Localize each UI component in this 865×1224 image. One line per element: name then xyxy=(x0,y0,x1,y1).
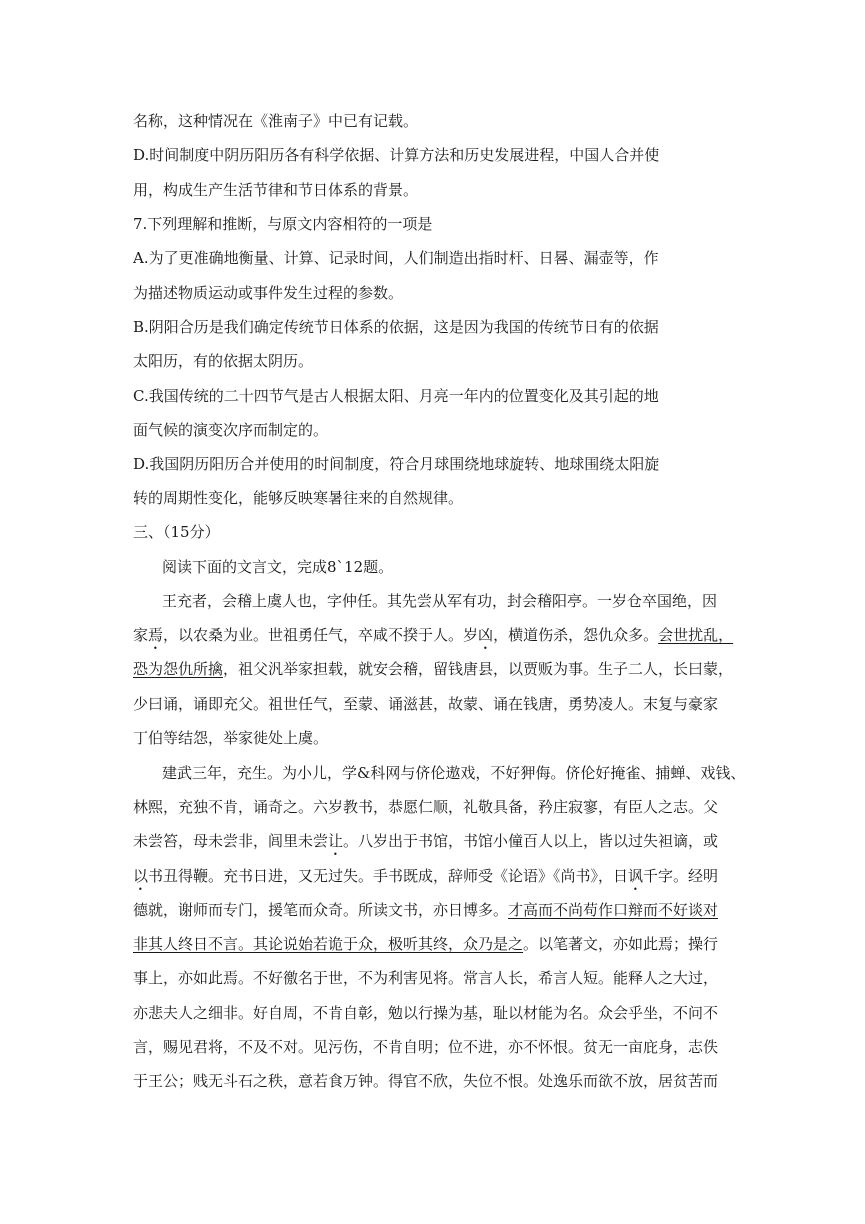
emphasized-char: 以 xyxy=(133,867,149,885)
passage-line: 未尝笞，母未尝非，闾里未尝让。八岁出于书馆，书馆小僮百人以上，皆以过失袒谪，或 xyxy=(133,832,719,850)
emphasized-char: 讽 xyxy=(628,867,644,885)
emphasized-char: 让 xyxy=(328,832,344,850)
underlined-sentence: 才高而不尚苟作口辩而不好谈对 xyxy=(508,901,719,919)
emphasized-char: 焉 xyxy=(148,626,164,644)
passage-line: 于王公；贱无斗石之秩，意若食万钟。得官不欣，失位不恨。处逸乐而欲不放，居贫苦而 xyxy=(133,1072,719,1090)
text-line: 名称，这种情况在《淮南子》中已有记载。 xyxy=(133,112,419,130)
passage-line: 以书丑得鞭。充书日进，又无过失。手书既成，辞师受《论语》《尚书》，日讽千字。经明 xyxy=(133,867,719,885)
passage-line: 非其人终日不言。其论说始若诡于众，极听其终，众乃是之。以笔著文，亦如此焉；操行 xyxy=(133,935,719,953)
option-d-line-1: D.我国阴历阳历合并使用的时间制度，符合月球围绕地球旋转、地球围绕太阳旋 xyxy=(133,455,660,473)
reading-instruction: 阅读下面的文言文，完成8`12题。 xyxy=(162,558,394,576)
passage-line: 家焉，以农桑为业。世祖勇任气，卒咸不揆于人。岁凶，横道伤杀，怨仇众多。会世扰乱， xyxy=(133,626,734,644)
option-a-line-1: A.为了更准确地衡量、计算、记录时间，人们制造出指时杆、日晷、漏壶等，作 xyxy=(133,249,659,267)
option-d-line-1: D.时间制度中阴历阳历各有科学依据、计算方法和历史发展进程，中国人合并使 xyxy=(133,146,660,164)
option-b-line-2: 太阳历，有的依据太阴历。 xyxy=(133,352,314,370)
emphasized-char: 凶 xyxy=(478,626,494,644)
option-c-line-1: C.我国传统的二十四节气是古人根据太阳、月亮一年内的位置变化及其引起的地 xyxy=(133,387,659,405)
passage-line: 言，赐见君将，不及不对。见污伤，不肯自明；位不进，亦不怀恨。贫无一亩庇身，志佚 xyxy=(133,1038,719,1056)
passage-line: 王充者，会稽上虞人也，字仲任。其先尝从军有功，封会稽阳亭。一岁仓卒国绝，因 xyxy=(162,592,718,610)
passage-line: 少曰诵，诵即充父。祖世任气，至蒙、诵滋甚，故蒙、诵在钱唐，勇势凌人。末复与豪家 xyxy=(133,695,719,713)
underlined-sentence: 其论说始若诡于众，极听其终，众乃是之 xyxy=(253,935,524,953)
passage-line: 德就，谢师而专门，援笔而众奇。所读文书，亦日博多。才高而不尚苟作口辩而不好谈对 xyxy=(133,901,719,919)
passage-line: 林熙，充独不肯，诵奇之。六岁教书，恭愿仁顺，礼敬具备，矜庄寂寥，有臣人之志。父 xyxy=(133,798,719,816)
option-d-line-2: 用，构成生产生活节律和节日体系的背景。 xyxy=(133,181,419,199)
passage-line: 事上，亦如此焉。不好徼名于世，不为利害见将。常言人长，希言人短。能释人之大过， xyxy=(133,969,719,987)
question-7-stem: 7.下列理解和推断，与原文内容相符的一项是 xyxy=(133,215,433,233)
passage-line: 恐为怨仇所擒，祖父汎举家担载，就安会稽，留钱唐县，以贾贩为事。生子二人，长曰蒙， xyxy=(133,660,734,678)
underlined-sentence: 恐为怨仇所擒 xyxy=(133,660,224,678)
option-c-line-2: 面气候的演变次序而制定的。 xyxy=(133,421,329,439)
underlined-sentence: 会世扰乱， xyxy=(658,626,734,644)
underlined-sentence: 非其人终日不言。 xyxy=(133,935,254,953)
passage-line: 丁伯等结怨，举家徙处上虞。 xyxy=(133,729,329,747)
passage-line: 建武三年，充生。为小儿，学&科网与侪伦遨戏，不好狎侮。侪伦好掩雀、捕蝉、戏钱、 xyxy=(162,764,746,782)
passage-line: 亦悲夫人之细非。好自周，不肯自彰，勉以行操为基，耻以材能为名。众会乎坐，不问不 xyxy=(133,1004,719,1022)
option-a-line-2: 为描述物质运动或事件发生过程的参数。 xyxy=(133,284,404,302)
section-heading: 三、（15分） xyxy=(133,523,220,541)
option-d-line-2: 转的周期性变化，能够反映寒暑往来的自然规律。 xyxy=(133,489,464,507)
option-b-line-1: B.阴阳合历是我们确定传统节日体系的依据，这是因为我国的传统节日有的依据 xyxy=(133,318,659,336)
